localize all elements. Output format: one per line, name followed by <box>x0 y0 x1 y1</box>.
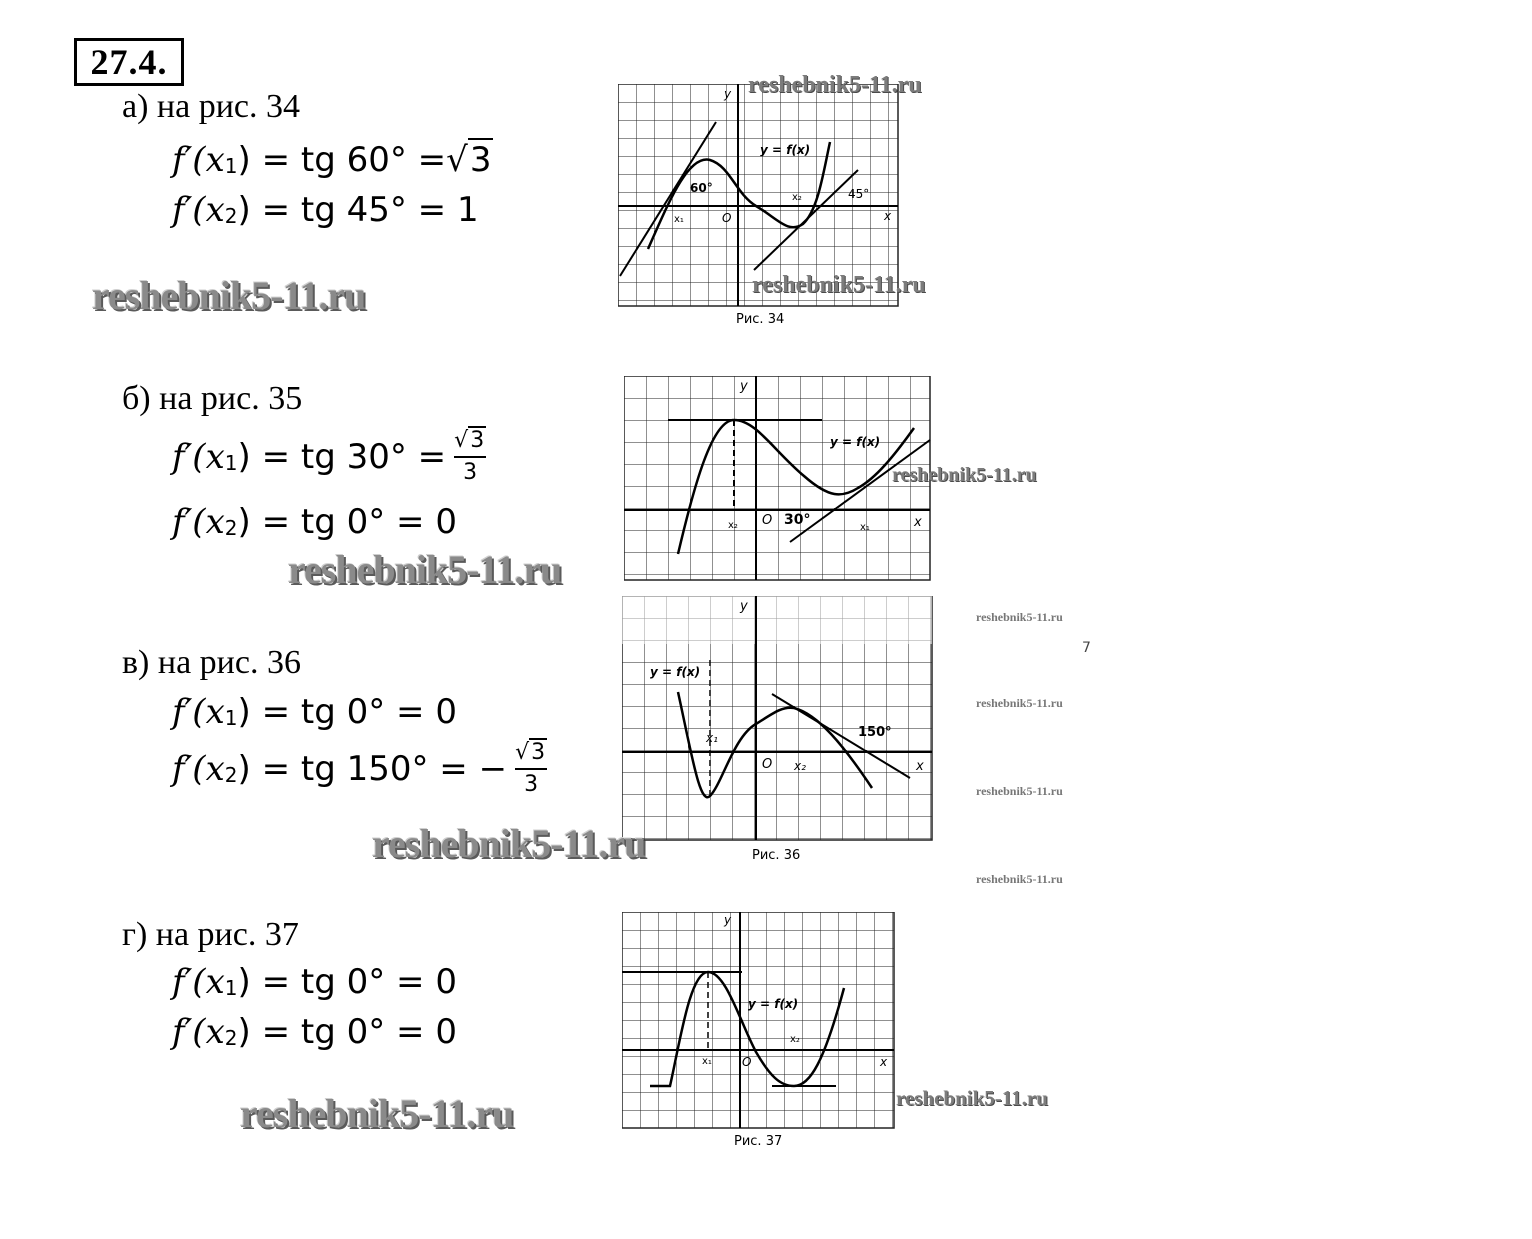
x1-label: x₁ <box>702 1056 712 1067</box>
x1-label: x₁ <box>674 214 684 225</box>
x-axis-label: x <box>914 515 922 530</box>
stray-mark: 7 <box>1082 640 1091 656</box>
watermark: reshebnik5-11.ru <box>372 821 646 866</box>
x1-label: x₁ <box>860 522 870 533</box>
fraction: $\frac{√3}{3}$ <box>454 428 485 485</box>
watermark: reshebnik5-11.ru <box>976 784 1063 798</box>
x2-label: x₂ <box>794 759 806 773</box>
figure-36-caption: Рис. 36 <box>752 848 801 863</box>
curve-label: y = f(x) <box>760 143 811 157</box>
figure-36 <box>622 596 934 842</box>
watermark: reshebnik5-11.ru <box>892 464 1037 486</box>
problem-number: 27.4. <box>74 38 184 86</box>
x-axis-label: x <box>880 1055 888 1069</box>
watermark: reshebnik5-11.ru <box>896 1086 1048 1110</box>
curve-label: y = f(x) <box>830 435 881 449</box>
sqrt-symbol: √3 <box>446 140 492 180</box>
y-axis-label: y <box>740 599 748 614</box>
origin-label: O <box>762 757 773 772</box>
figure-35 <box>624 376 932 582</box>
x1-label: x₁ <box>706 731 718 745</box>
part-a-label: а) на рис. 34 <box>122 88 300 125</box>
y-axis-label: y <box>724 87 732 101</box>
x2-label: x₂ <box>790 1034 800 1045</box>
x2-label: x₂ <box>728 520 738 531</box>
origin-label: O <box>722 211 732 225</box>
x-axis-label: x <box>916 759 924 774</box>
figure-37-caption: Рис. 37 <box>734 1134 783 1149</box>
part-d-label: г) на рис. 37 <box>122 916 299 953</box>
watermark: reshebnik5-11.ru <box>976 696 1063 710</box>
figure-37 <box>622 912 896 1130</box>
x-axis-label: x <box>884 209 892 223</box>
watermark: reshebnik5-11.ru <box>976 610 1063 624</box>
angle-label: 150° <box>858 725 892 740</box>
origin-label: O <box>762 513 773 528</box>
part-b-eq1: f′( x $_1$ ) = tg 30° = $\frac{√3}{3}$ <box>172 428 485 485</box>
part-b-label: б) на рис. 35 <box>122 380 303 417</box>
watermark: reshebnik5-11.ru <box>288 547 562 592</box>
angle-label: 60° <box>690 181 713 195</box>
curve-label: y = f(x) <box>650 665 701 679</box>
x2-label: x₂ <box>792 192 802 203</box>
watermark: reshebnik5-11.ru <box>748 72 922 98</box>
part-a-eq1: f′( x $_1$ ) = tg 60° = √3 <box>172 140 492 180</box>
y-axis-label: y <box>740 379 748 394</box>
angle-label: 45° <box>848 187 870 201</box>
curve-label: y = f(x) <box>748 997 799 1011</box>
part-b-eq2: f′( x $_2$ ) = tg 0° = 0 <box>172 502 457 542</box>
part-d-eq2: f′( x $_2$ ) = tg 0° = 0 <box>172 1012 457 1052</box>
watermark: reshebnik5-11.ru <box>240 1091 514 1136</box>
y-axis-label: y <box>724 913 732 927</box>
part-c-eq1: f′( x $_1$ ) = tg 0° = 0 <box>172 692 457 732</box>
angle-label: 30° <box>784 512 811 528</box>
part-a-eq2: f′( x $_2$ ) = tg 45° = 1 <box>172 190 479 230</box>
part-c-eq2: f′( x $_2$ ) = tg 150° = − $\frac{√3}{3}$ <box>172 740 546 797</box>
origin-label: O <box>742 1055 752 1069</box>
part-d-eq1: f′( x $_1$ ) = tg 0° = 0 <box>172 962 457 1002</box>
watermark: reshebnik5-11.ru <box>752 272 926 298</box>
watermark: reshebnik5-11.ru <box>976 872 1063 886</box>
part-c-label: в) на рис. 36 <box>122 644 301 681</box>
figure-34-caption: Рис. 34 <box>736 312 785 327</box>
watermark: reshebnik5-11.ru <box>92 273 366 318</box>
fraction: $\frac{√3}{3}$ <box>515 740 546 797</box>
